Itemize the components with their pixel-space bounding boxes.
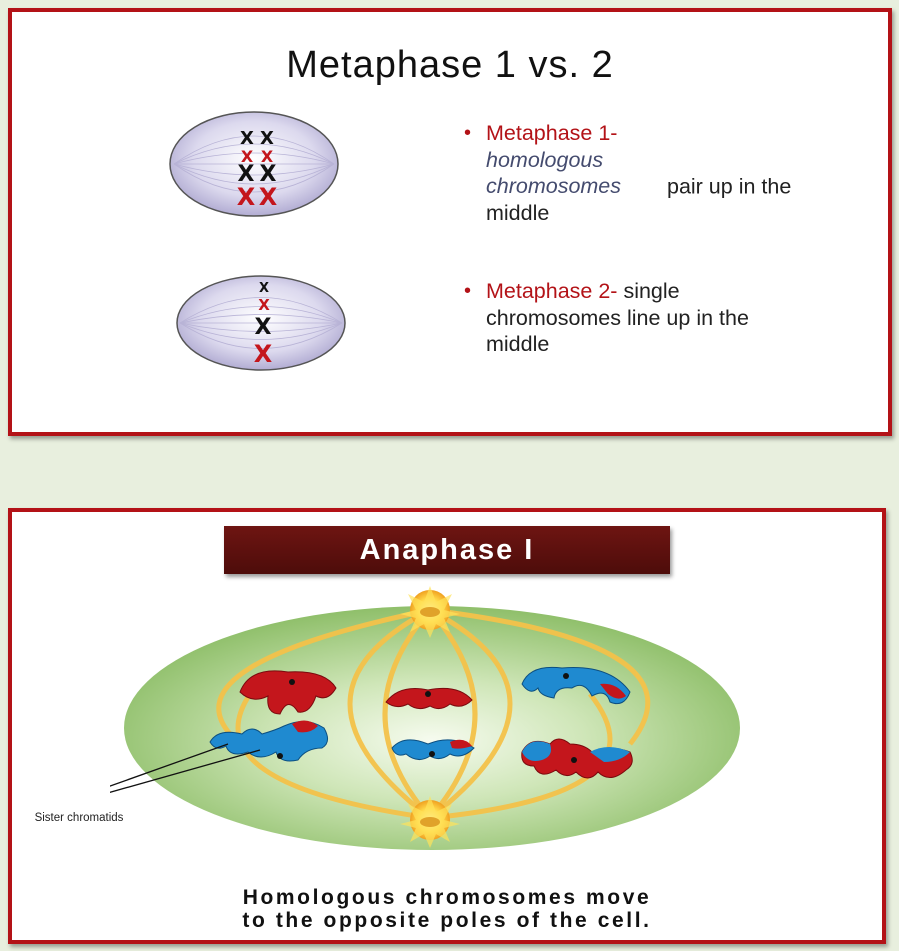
metaphase-1-bullet [464,120,816,226]
svg-text:X: X [258,183,278,211]
homologous-term: homologous chromosomes [486,147,622,198]
svg-text:X: X [237,162,255,187]
anaphase-caption [12,887,882,931]
bullet-dot: • [464,122,472,144]
svg-text:X: X [260,128,274,149]
svg-text:X: X [260,147,274,166]
svg-text:X: X [258,281,270,296]
metaphase-2-cell [172,272,350,374]
anaphase-panel [8,508,886,944]
caption-line-2: to the opposite poles of the cell. [242,909,652,932]
svg-text:X: X [253,340,273,368]
metaphase-1-lead: Metaphase 1- [486,121,618,145]
metaphase-1-cell [166,108,342,220]
svg-text:X: X [240,128,254,149]
anaphase-cell-diagram [110,584,760,852]
chromosome-top-center [386,688,472,708]
metaphase-2-bullet [464,278,816,358]
svg-text:X: X [240,147,254,166]
metaphase-2-lead: Metaphase 2- [486,279,618,303]
svg-text:X: X [254,315,272,340]
svg-text:X: X [236,183,256,211]
anaphase-banner: Anaphase I [224,526,670,574]
svg-text:X: X [259,162,277,187]
svg-text:X: X [258,296,270,314]
panel-title: Metaphase 1 vs. 2 [286,44,614,86]
metaphase-comparison-panel [8,8,892,436]
metaphase-1-rest: pair up in the middle [486,174,792,225]
metaphase-2-rest: single chromosomes line up in the middle [486,279,749,356]
sister-chromatids-label: Sister chromatids [34,812,124,824]
bullet-dot: • [464,280,472,302]
caption-line-1: Homologous chromosomes move [242,886,652,909]
